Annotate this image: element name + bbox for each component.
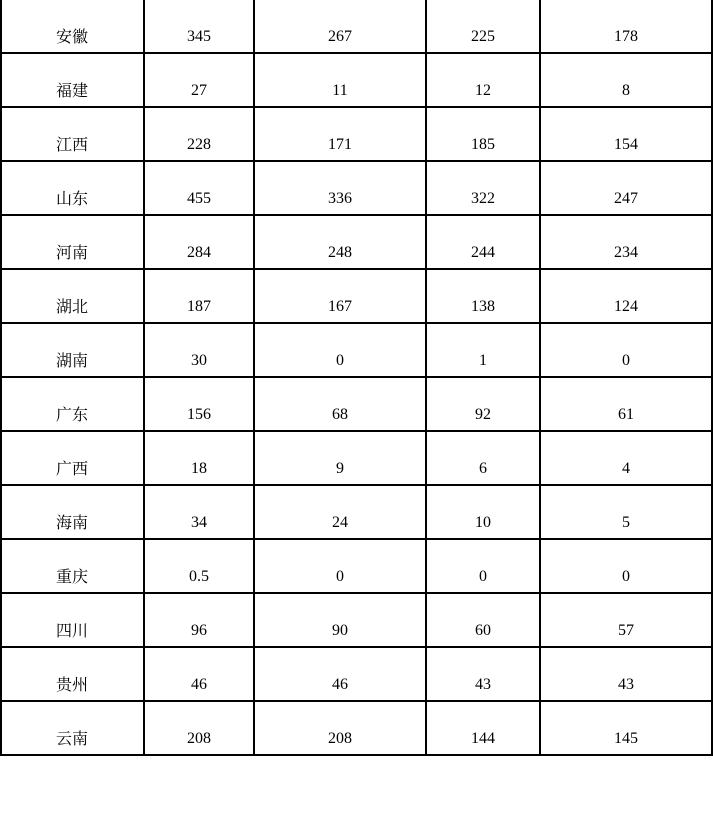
value-cell: 60 <box>426 593 540 647</box>
value-cell: 96 <box>144 593 254 647</box>
value-cell: 34 <box>144 485 254 539</box>
value-cell: 187 <box>144 269 254 323</box>
value-cell: 247 <box>540 161 712 215</box>
value-cell: 30 <box>144 323 254 377</box>
table-row <box>1 701 712 755</box>
province-cell: 河南 <box>1 215 144 269</box>
table-body <box>1 0 712 755</box>
province-cell: 湖南 <box>1 323 144 377</box>
table-row <box>1 485 712 539</box>
province-cell: 湖北 <box>1 269 144 323</box>
table-row <box>1 215 712 269</box>
province-cell: 安徽 <box>1 0 144 53</box>
value-cell: 336 <box>254 161 426 215</box>
value-cell: 5 <box>540 485 712 539</box>
value-cell: 138 <box>426 269 540 323</box>
province-cell: 贵州 <box>1 647 144 701</box>
value-cell: 0 <box>426 539 540 593</box>
province-cell: 山东 <box>1 161 144 215</box>
value-cell: 322 <box>426 161 540 215</box>
value-cell: 46 <box>144 647 254 701</box>
value-cell: 244 <box>426 215 540 269</box>
value-cell: 345 <box>144 0 254 53</box>
table-row <box>1 377 712 431</box>
value-cell: 185 <box>426 107 540 161</box>
value-cell: 8 <box>540 53 712 107</box>
province-cell: 江西 <box>1 107 144 161</box>
value-cell: 92 <box>426 377 540 431</box>
value-cell: 145 <box>540 701 712 755</box>
value-cell: 6 <box>426 431 540 485</box>
value-cell: 208 <box>254 701 426 755</box>
value-cell: 4 <box>540 431 712 485</box>
table-row <box>1 647 712 701</box>
province-cell: 福建 <box>1 53 144 107</box>
province-cell: 广西 <box>1 431 144 485</box>
table-row <box>1 593 712 647</box>
value-cell: 0 <box>540 323 712 377</box>
value-cell: 248 <box>254 215 426 269</box>
value-cell: 284 <box>144 215 254 269</box>
value-cell: 24 <box>254 485 426 539</box>
value-cell: 12 <box>426 53 540 107</box>
province-cell: 云南 <box>1 701 144 755</box>
province-cell: 广东 <box>1 377 144 431</box>
value-cell: 225 <box>426 0 540 53</box>
value-cell: 10 <box>426 485 540 539</box>
province-cell: 四川 <box>1 593 144 647</box>
value-cell: 11 <box>254 53 426 107</box>
value-cell: 228 <box>144 107 254 161</box>
table-row <box>1 269 712 323</box>
value-cell: 156 <box>144 377 254 431</box>
value-cell: 57 <box>540 593 712 647</box>
value-cell: 61 <box>540 377 712 431</box>
value-cell: 0.5 <box>144 539 254 593</box>
value-cell: 90 <box>254 593 426 647</box>
value-cell: 1 <box>426 323 540 377</box>
province-cell: 重庆 <box>1 539 144 593</box>
table-row <box>1 161 712 215</box>
table-row <box>1 539 712 593</box>
value-cell: 234 <box>540 215 712 269</box>
value-cell: 167 <box>254 269 426 323</box>
province-cell: 海南 <box>1 485 144 539</box>
value-cell: 9 <box>254 431 426 485</box>
value-cell: 43 <box>540 647 712 701</box>
value-cell: 0 <box>254 539 426 593</box>
table-row <box>1 323 712 377</box>
table-row <box>1 107 712 161</box>
table-row <box>1 53 712 107</box>
value-cell: 0 <box>540 539 712 593</box>
value-cell: 267 <box>254 0 426 53</box>
table-row <box>1 0 712 53</box>
value-cell: 154 <box>540 107 712 161</box>
value-cell: 0 <box>254 323 426 377</box>
value-cell: 455 <box>144 161 254 215</box>
value-cell: 43 <box>426 647 540 701</box>
table-row <box>1 431 712 485</box>
value-cell: 208 <box>144 701 254 755</box>
value-cell: 178 <box>540 0 712 53</box>
value-cell: 46 <box>254 647 426 701</box>
value-cell: 27 <box>144 53 254 107</box>
value-cell: 18 <box>144 431 254 485</box>
value-cell: 124 <box>540 269 712 323</box>
value-cell: 144 <box>426 701 540 755</box>
value-cell: 68 <box>254 377 426 431</box>
value-cell: 171 <box>254 107 426 161</box>
